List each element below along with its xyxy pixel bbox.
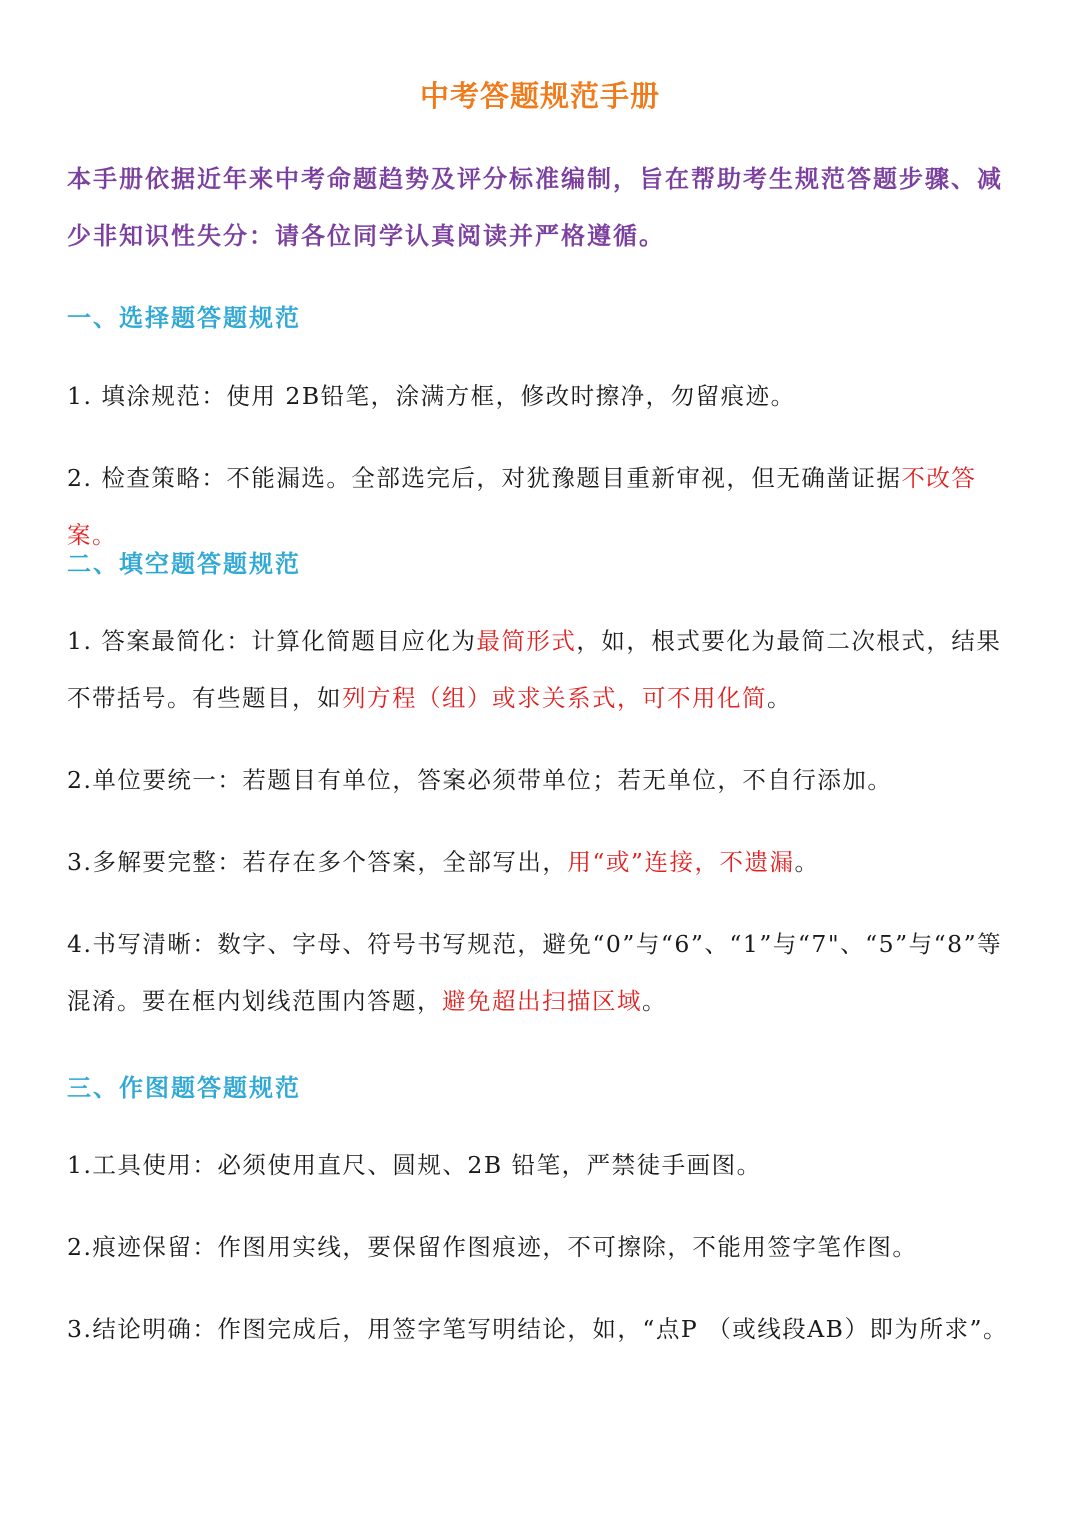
item-text: 。 bbox=[642, 987, 667, 1015]
item-text: 2. 检查策略：不能漏选。全部选完后，对犹豫题目重新审视，但无确凿证据 bbox=[67, 464, 902, 492]
item-text: 。 bbox=[794, 848, 820, 876]
drawing-item-2: 2.痕迹保留：作图用实线，要保留作图痕迹，不可擦除，不能用签字笔作图。 bbox=[67, 1233, 918, 1261]
section-heading-drawing: 三、作图题答题规范 bbox=[67, 1073, 301, 1102]
item-text: 。 bbox=[767, 684, 792, 712]
item-highlight: 避免超出扫描区域 bbox=[442, 987, 642, 1015]
item-highlight: 最简形式 bbox=[476, 627, 577, 655]
fill-item-4 bbox=[67, 916, 1022, 1030]
item-text: ，如，根式要化为最简二次根式，结果不带括号。有些题目，如 bbox=[67, 627, 1002, 712]
drawing-item-1: 1.工具使用：必须使用直尺、圆规、2B 铅笔，严禁徒手画图。 bbox=[67, 1151, 762, 1179]
intro-paragraph: 本手册依据近年来中考命题趋势及评分标准编制，旨在帮助考生规范答题步骤、减少非知识性失分：请各位同学认真阅读并严格遵循。 bbox=[67, 164, 1003, 250]
item-text: 3.多解要完整：若存在多个答案，全部写出， bbox=[67, 848, 568, 876]
fill-item-2: 2.单位要统一：若题目有单位，答案必须带单位；若无单位，不自行添加。 bbox=[67, 766, 893, 794]
fill-item-1 bbox=[67, 613, 1022, 727]
item-highlight: 列方程（组）或求关系式，可不用化简 bbox=[342, 684, 767, 712]
item-highlight: 用“或”连接，不遗漏 bbox=[567, 848, 795, 876]
document-title: 中考答题规范手册 bbox=[419, 79, 660, 113]
item-highlight: 不改答案。 bbox=[67, 464, 977, 549]
drawing-item-3: 3.结论明确：作图完成后，用签字笔写明结论，如，“点P （或线段AB）即为所求”。 bbox=[67, 1315, 1008, 1343]
section-heading-choice: 一、选择题答题规范 bbox=[67, 303, 301, 332]
item-text: 4.书写清晰：数字、字母、符号书写规范，避免“0”与“6”、“1”与“7"、“5”与“8”等混淆。要在框内划线范围内答题， bbox=[67, 930, 1003, 1015]
fill-item-3 bbox=[67, 834, 1022, 891]
choice-item-1: 1. 填涂规范：使用 2B铅笔，涂满方框，修改时擦净，勿留痕迹。 bbox=[67, 382, 796, 410]
section-heading-fill: 二、填空题答题规范 bbox=[67, 549, 301, 578]
item-text: 1. 答案最简化：计算化简题目应化为 bbox=[67, 627, 477, 655]
